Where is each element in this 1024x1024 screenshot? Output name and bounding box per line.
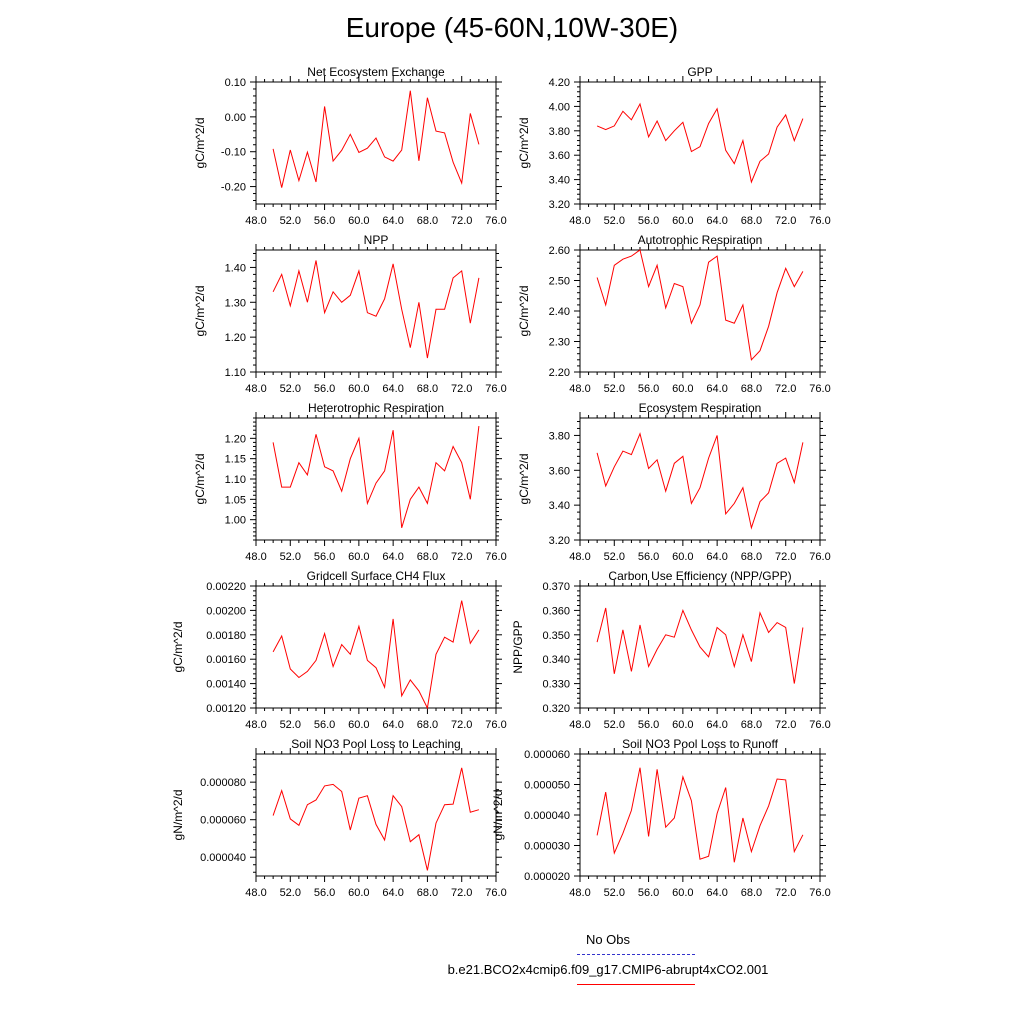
y-axis-label: gC/m^2/d — [193, 453, 207, 505]
x-tick-label: 72.0 — [451, 215, 473, 227]
x-tick-label: 72.0 — [775, 887, 797, 899]
y-tick-label: 3.40 — [548, 174, 570, 187]
panel-6 — [517, 401, 831, 563]
y-tick-label: 0.00 — [224, 111, 246, 124]
series-line — [597, 104, 803, 182]
y-tick-label: 1.20 — [224, 433, 246, 446]
x-tick-label: 48.0 — [245, 887, 267, 899]
x-tick-label: 60.0 — [672, 887, 694, 899]
x-tick-label: 48.0 — [569, 887, 591, 899]
y-tick-label: 3.60 — [548, 465, 570, 478]
y-tick-label: 2.30 — [548, 336, 570, 349]
x-tick-label: 60.0 — [672, 383, 694, 395]
series-line — [273, 426, 479, 528]
panel-title: Soil NO3 Pool Loss to Leaching — [291, 737, 461, 751]
x-tick-label: 76.0 — [485, 719, 507, 731]
panel-4 — [517, 233, 831, 395]
x-tick-label: 48.0 — [245, 719, 267, 731]
y-tick-label: 0.00140 — [206, 678, 246, 691]
legend-line-obs — [577, 954, 695, 955]
series-line — [597, 608, 803, 684]
y-tick-label: 0.00220 — [206, 581, 246, 593]
x-tick-label: 60.0 — [348, 887, 370, 899]
y-tick-label: -0.10 — [220, 146, 246, 159]
y-tick-label: 0.000020 — [524, 871, 570, 883]
y-tick-label: 1.10 — [224, 367, 246, 379]
x-tick-label: 56.0 — [313, 215, 336, 227]
y-tick-label: 3.80 — [548, 430, 570, 443]
plot-frame — [256, 754, 496, 876]
y-tick-label: 0.370 — [542, 581, 570, 593]
x-tick-label: 64.0 — [382, 383, 404, 395]
x-tick-label: 52.0 — [603, 215, 625, 227]
x-tick-label: 76.0 — [809, 551, 831, 563]
x-tick-label: 72.0 — [451, 551, 473, 563]
y-tick-label: 0.340 — [542, 654, 570, 667]
y-tick-label: 2.60 — [548, 245, 570, 257]
x-tick-label: 68.0 — [740, 215, 763, 227]
series-line — [597, 768, 803, 863]
panel-title: GPP — [687, 65, 713, 79]
legend-label-model: b.e21.BCO2x4cmip6.f09_g17.CMIP6-abrupt4xCO2.001 — [447, 962, 769, 977]
x-tick-label: 76.0 — [809, 719, 831, 731]
x-tick-label: 56.0 — [313, 551, 336, 563]
x-tick-label: 52.0 — [603, 383, 625, 395]
y-tick-label: 0.350 — [542, 629, 570, 642]
x-tick-label: 64.0 — [706, 215, 728, 227]
y-tick-label: 0.000030 — [524, 840, 570, 853]
y-tick-label: 1.00 — [224, 514, 246, 527]
series-line — [597, 434, 803, 528]
x-tick-label: 60.0 — [672, 719, 694, 731]
x-tick-label: 48.0 — [569, 215, 591, 227]
y-tick-label: 3.60 — [548, 150, 570, 163]
x-tick-label: 60.0 — [348, 551, 370, 563]
x-tick-label: 60.0 — [348, 719, 370, 731]
x-tick-label: 56.0 — [313, 887, 336, 899]
plot-frame — [580, 82, 820, 204]
x-tick-label: 68.0 — [740, 383, 763, 395]
x-tick-label: 64.0 — [706, 383, 728, 395]
plot-frame — [256, 586, 496, 708]
x-tick-label: 68.0 — [416, 215, 439, 227]
x-tick-label: 76.0 — [485, 383, 507, 395]
y-tick-label: 0.000060 — [524, 749, 570, 761]
y-tick-label: 2.50 — [548, 275, 570, 288]
y-axis-label: gC/m^2/d — [193, 285, 207, 337]
panel-title: Gridcell Surface CH4 Flux — [306, 569, 446, 583]
x-tick-label: 76.0 — [485, 215, 507, 227]
panel-title: Autotrophic Respiration — [637, 233, 763, 247]
x-tick-label: 48.0 — [245, 383, 267, 395]
y-tick-label: 0.00180 — [206, 629, 246, 642]
y-tick-label: 0.000080 — [200, 777, 246, 790]
y-tick-label: 3.80 — [548, 125, 570, 138]
x-tick-label: 52.0 — [279, 215, 301, 227]
series-line — [273, 91, 479, 188]
panel-title: Carbon Use Efficiency (NPP/GPP) — [608, 569, 792, 583]
x-tick-label: 72.0 — [775, 215, 797, 227]
y-tick-label: 0.320 — [542, 703, 570, 715]
plot-frame — [256, 250, 496, 372]
x-tick-label: 72.0 — [775, 383, 797, 395]
y-axis-label: gC/m^2/d — [193, 117, 207, 169]
x-tick-label: 64.0 — [706, 887, 728, 899]
x-tick-label: 52.0 — [603, 719, 625, 731]
y-tick-label: 3.40 — [548, 500, 570, 513]
x-tick-label: 68.0 — [416, 887, 439, 899]
x-tick-label: 56.0 — [637, 215, 660, 227]
y-tick-label: 0.00160 — [206, 654, 246, 667]
x-tick-label: 64.0 — [382, 719, 404, 731]
y-tick-label: 0.00120 — [206, 703, 246, 715]
y-tick-label: 0.000040 — [524, 810, 570, 822]
x-tick-label: 48.0 — [569, 719, 591, 731]
y-tick-label: 2.20 — [548, 367, 570, 379]
panel-title: Ecosystem Respiration — [638, 401, 762, 415]
y-tick-label: 2.40 — [548, 306, 570, 318]
panel-title: Soil NO3 Pool Loss to Runoff — [622, 737, 778, 751]
x-tick-label: 72.0 — [451, 383, 473, 395]
plot-frame — [580, 250, 820, 372]
y-tick-label: 1.10 — [224, 474, 246, 486]
x-tick-label: 76.0 — [485, 551, 507, 563]
y-tick-label: -0.20 — [220, 181, 246, 194]
x-tick-label: 56.0 — [313, 383, 336, 395]
y-axis-label: gN/m^2/d — [491, 789, 505, 841]
x-tick-label: 56.0 — [637, 887, 660, 899]
x-tick-label: 68.0 — [416, 383, 439, 395]
x-tick-label: 64.0 — [706, 719, 728, 731]
y-tick-label: 0.000040 — [200, 852, 246, 865]
y-tick-label: 1.20 — [224, 332, 246, 345]
y-axis-label: gC/m^2/d — [517, 285, 531, 337]
x-tick-label: 56.0 — [637, 719, 660, 731]
series-line — [597, 250, 803, 360]
y-tick-label: 0.00200 — [206, 605, 246, 618]
x-tick-label: 64.0 — [706, 551, 728, 563]
y-axis-label: gN/m^2/d — [171, 789, 185, 841]
panel-8 — [511, 569, 831, 731]
x-tick-label: 76.0 — [809, 383, 831, 395]
x-tick-label: 64.0 — [382, 887, 404, 899]
panel-3 — [193, 233, 507, 395]
x-tick-label: 68.0 — [740, 887, 763, 899]
series-line — [273, 768, 479, 871]
legend-line-model — [577, 984, 695, 985]
y-tick-label: 1.05 — [224, 494, 246, 507]
x-tick-label: 52.0 — [279, 383, 301, 395]
y-axis-label: gC/m^2/d — [517, 117, 531, 169]
y-tick-label: 3.20 — [548, 199, 570, 211]
legend-label-obs: No Obs — [585, 932, 631, 947]
y-axis-label: gC/m^2/d — [517, 453, 531, 505]
panel-title: NPP — [363, 233, 389, 247]
y-tick-label: 0.000060 — [200, 814, 246, 827]
y-tick-label: 4.20 — [548, 77, 570, 89]
y-tick-label: 1.40 — [224, 262, 246, 275]
x-tick-label: 68.0 — [740, 551, 763, 563]
panel-5 — [193, 401, 507, 563]
x-tick-label: 60.0 — [672, 551, 694, 563]
x-tick-label: 60.0 — [348, 215, 370, 227]
x-tick-label: 48.0 — [245, 551, 267, 563]
y-tick-label: 4.00 — [548, 101, 570, 114]
x-tick-label: 68.0 — [740, 719, 763, 731]
figure-title: Europe (45-60N,10W-30E) — [345, 12, 679, 43]
x-tick-label: 48.0 — [245, 215, 267, 227]
x-tick-label: 48.0 — [569, 383, 591, 395]
x-tick-label: 76.0 — [485, 887, 507, 899]
panel-title: Heterotrophic Respiration — [307, 401, 445, 415]
x-tick-label: 60.0 — [672, 215, 694, 227]
x-tick-label: 52.0 — [603, 887, 625, 899]
panel-7 — [171, 569, 507, 731]
y-tick-label: 0.360 — [542, 605, 570, 618]
x-tick-label: 56.0 — [637, 551, 660, 563]
x-tick-label: 76.0 — [809, 887, 831, 899]
plot-frame — [580, 418, 820, 540]
x-tick-label: 52.0 — [279, 551, 301, 563]
x-tick-label: 72.0 — [775, 719, 797, 731]
x-tick-label: 52.0 — [279, 887, 301, 899]
series-line — [273, 601, 479, 708]
plot-frame — [256, 418, 496, 540]
x-tick-label: 56.0 — [313, 719, 336, 731]
y-tick-label: 0.10 — [224, 77, 246, 89]
y-tick-label: 0.330 — [542, 678, 570, 691]
panel-1 — [193, 65, 507, 227]
x-tick-label: 76.0 — [809, 215, 831, 227]
x-tick-label: 52.0 — [279, 719, 301, 731]
x-tick-label: 60.0 — [348, 383, 370, 395]
x-tick-label: 72.0 — [451, 887, 473, 899]
y-tick-label: 1.15 — [224, 453, 246, 466]
y-tick-label: 0.000050 — [524, 779, 570, 792]
x-tick-label: 56.0 — [637, 383, 660, 395]
x-tick-label: 68.0 — [416, 551, 439, 563]
x-tick-label: 72.0 — [775, 551, 797, 563]
y-axis-label: NPP/GPP — [511, 620, 525, 674]
panel-title: Net Ecosystem Exchange — [307, 65, 445, 79]
y-tick-label: 1.30 — [224, 297, 246, 310]
plot-frame — [256, 82, 496, 204]
x-tick-label: 52.0 — [603, 551, 625, 563]
y-axis-label: gC/m^2/d — [171, 621, 185, 673]
panel-9 — [171, 737, 507, 899]
x-tick-label: 48.0 — [569, 551, 591, 563]
legend — [447, 930, 820, 990]
panel-2 — [517, 65, 831, 227]
x-tick-label: 68.0 — [416, 719, 439, 731]
series-line — [273, 261, 479, 359]
y-tick-label: 3.20 — [548, 535, 570, 547]
x-tick-label: 64.0 — [382, 215, 404, 227]
x-tick-label: 64.0 — [382, 551, 404, 563]
x-tick-label: 72.0 — [451, 719, 473, 731]
panel-10 — [491, 737, 831, 899]
